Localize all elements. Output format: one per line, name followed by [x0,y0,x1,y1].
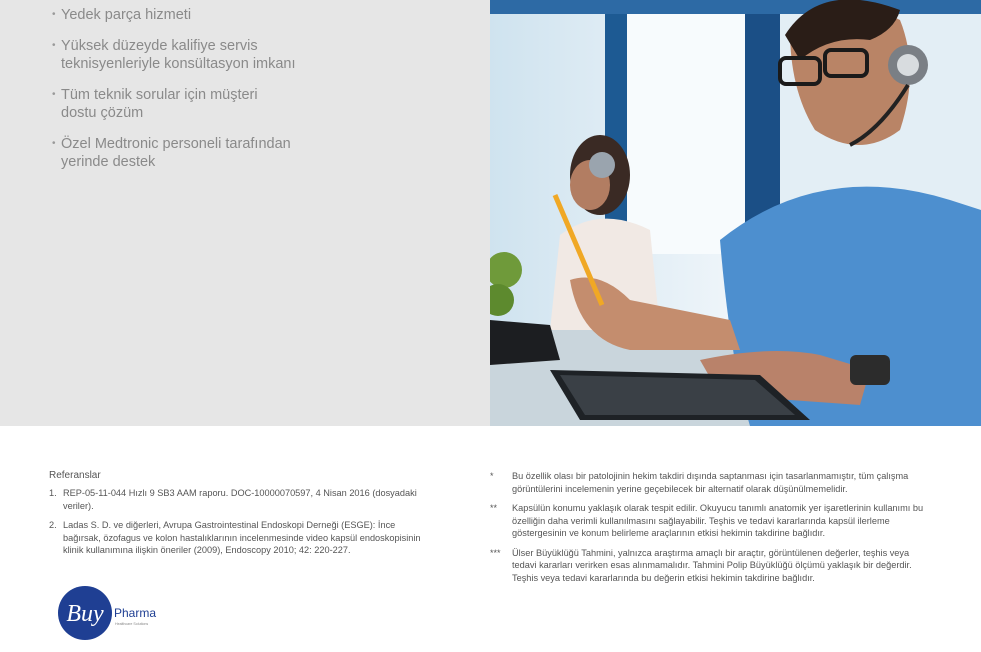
logo-mark [57,585,167,641]
reference-number: 1. [49,488,57,498]
footnote-mark: *** [490,547,501,558]
footnote-text: Kapsülün konumu yaklaşık olarak tespit edilir. Okuyucu tanımlı anatomik yer işaretlerinin kullanımı bu özelliğin daha verimli kullanılmasını sağlayabilir. Teşhis ve tedavi kararlarında kapsül ilerleme göstergesinin ve konum belirleme araçlarının etkisi hekimin takdirine bağlıdır. [512,503,924,538]
footnote-mark: ** [490,503,498,513]
features-panel [0,0,490,426]
footnote [490,502,935,540]
reference-text: Ladas S. D. ve diğerleri, Avrupa Gastrointestinal Endoskopi Derneği (ESGE): İnce bağırsak, özofagus ve kolon hastalıklarının incelenmesinde video kapsül endoskopisinin klinik kullanımına ilişkin öneriler (2009), Endoscopy 2010; 42: 220-227. [63,520,421,555]
call-center-illustration [490,0,981,426]
footnotes [490,470,935,591]
desk-phone [490,320,560,365]
feature-item: • Yedek parça hizmeti [52,6,297,24]
footnote-mark: * [490,471,494,481]
footnote-text: Ülser Büyüklüğü Tahmini, yalnızca araştırma amaçlı bir araçtır, görüntülenen değerler, teşhis veya tedavi kararları verirken esas alınmamalıdır. Tahmini Polip Büyüklüğü ölçümü yaklaşık bir değerdir. Teşhis veya tedavi kararlarında bu değerin etkisi hekimin takdirine bağlıdır. [512,547,912,583]
call-center-photo [490,0,981,426]
references-title: Referanslar [49,470,101,481]
reference-number: 2. [49,520,57,530]
references-list [49,487,434,564]
reference-text: REP-05-11-044 Hızlı 9 SB3 AAM raporu. DOC-10000070597, 4 Nisan 2016 (dosyadaki veriler). [63,488,417,511]
reference-item [49,487,434,512]
feature-item: • Yüksek düzeyde kalifiye servis teknisyenleriyle konsültasyon imkanı [52,37,297,73]
reference-item [49,519,434,557]
footnote-text: Bu özellik olası bir patolojinin hekim takdiri dışında saptanması için tasarlanmamıştır, tüm çalışma görüntülerini incelemenin yerine geçebilecek bir alternatif olarak düşünülmemelidir. [512,471,909,494]
feature-list [52,6,297,184]
feature-item: • Tüm teknik sorular için müşteri dostu çözüm [52,86,297,122]
wristwatch [850,355,890,385]
feature-item: • Özel Medtronic personeli tarafından yerinde destek [52,135,297,171]
buypharma-logo [57,585,167,641]
footnote [490,470,935,495]
logo-tagline: Healthcare Solutions [115,622,149,626]
logo-word1: Buy [66,601,104,627]
logo-word2: Pharma [114,606,157,620]
footnote [490,547,935,585]
